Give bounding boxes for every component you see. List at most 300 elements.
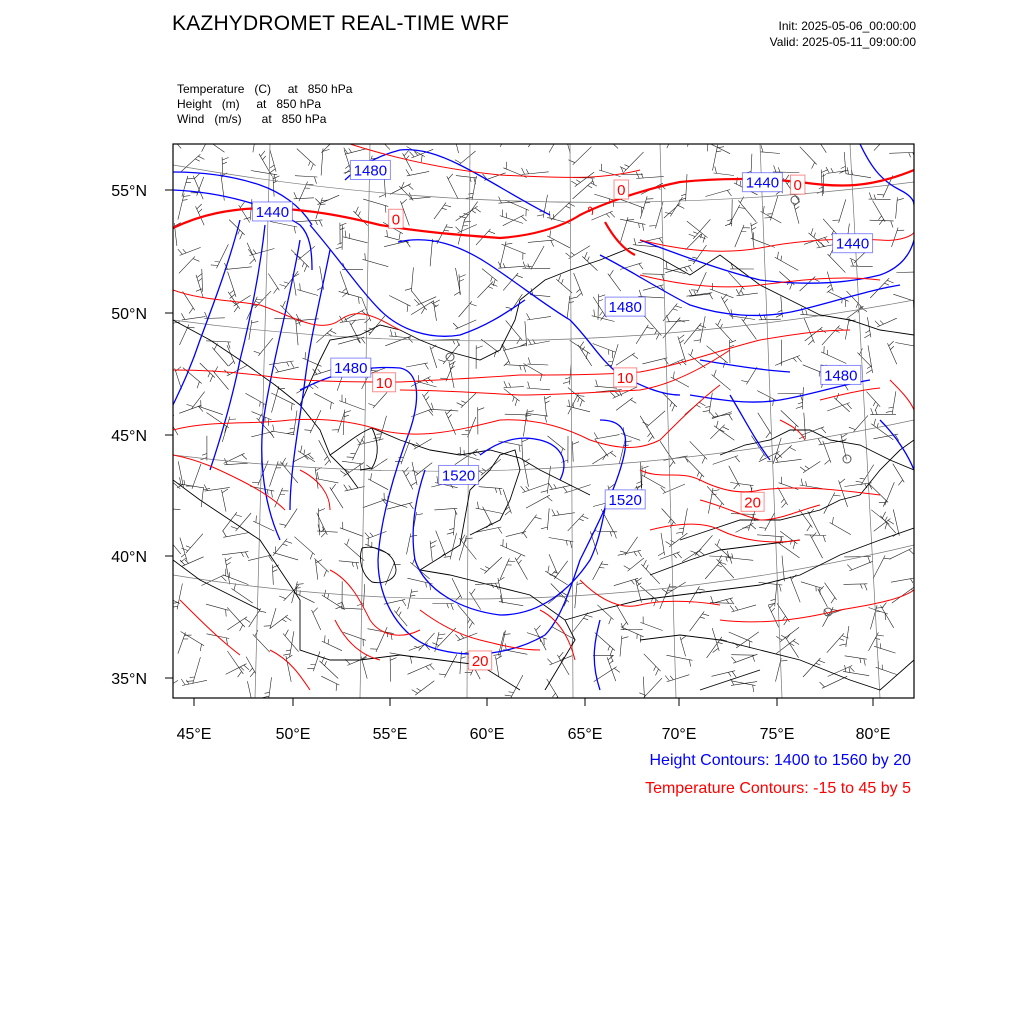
wind-barb (844, 483, 872, 490)
wind-barb (715, 539, 730, 557)
wind-barb (846, 167, 871, 177)
wind-barb (824, 493, 841, 514)
temperature-legend: Temperature Contours: -15 to 45 by 5 (645, 780, 911, 797)
wind-barb (879, 482, 894, 505)
wind-barb (545, 566, 567, 585)
wind-barb (432, 604, 453, 611)
wind-barb (343, 632, 366, 646)
wind-barb (247, 297, 263, 320)
wind-barb (202, 128, 220, 151)
wind-barb (363, 253, 389, 267)
wind-barb (830, 517, 851, 535)
wind-barb (253, 630, 270, 652)
wind-barb (343, 231, 367, 243)
wind-barb (161, 467, 180, 488)
wind-barb (596, 390, 622, 397)
wind-barb (373, 127, 390, 150)
wind-barb (603, 130, 618, 149)
wind-barb (638, 677, 645, 701)
wind-barb (563, 364, 571, 385)
temperature-contour-label: 0 (793, 177, 802, 195)
wind-barb (332, 412, 345, 432)
wind-barb (502, 244, 526, 260)
wind-barb (541, 508, 549, 530)
wind-barb (828, 666, 855, 677)
wind-barb (182, 176, 194, 197)
height-contour-label: 1520 (441, 467, 476, 485)
wind-barb (605, 344, 618, 368)
wind-barb (803, 658, 825, 677)
wind-barb (893, 294, 916, 308)
wind-barb (729, 340, 736, 363)
wind-barb (828, 250, 846, 273)
wind-barb (526, 495, 552, 508)
wind-barb (869, 632, 884, 651)
wind-barb (776, 639, 800, 654)
wind-barb (710, 596, 733, 603)
wind-barb (639, 678, 662, 698)
wind-barb (549, 561, 567, 579)
wind-barb (500, 558, 515, 579)
wind-barb (712, 414, 732, 421)
wind-barb (294, 537, 315, 560)
wind-barb (541, 466, 551, 494)
wind-barb (523, 262, 551, 269)
height-label-2 (742, 173, 782, 192)
wind-barb (330, 484, 343, 508)
wind-barb (881, 603, 894, 628)
city-markers (446, 196, 851, 616)
temperature-contour-label: 10 (616, 369, 634, 387)
wind-barb (411, 462, 418, 486)
wind-barb (759, 513, 774, 531)
wind-barb (593, 655, 614, 662)
wind-barb (155, 680, 178, 693)
wind-barb (866, 345, 873, 373)
wind-barb (187, 657, 201, 684)
wind-barb (414, 633, 434, 651)
wind-barb (874, 131, 897, 150)
wind-barb (405, 267, 414, 291)
wind-barb (204, 133, 224, 153)
wind-barb (478, 407, 485, 434)
wind-barb (157, 587, 180, 603)
wind-barb (682, 549, 704, 562)
wind-barb (620, 263, 643, 270)
wind-barb (710, 283, 734, 298)
wind-barb (298, 446, 315, 462)
wind-barb (341, 602, 363, 610)
wind-barb (801, 582, 823, 595)
wind-barb (549, 554, 557, 575)
wind-barb (476, 345, 483, 368)
lat-label-50: 50°N (111, 306, 147, 323)
wind-barb (893, 464, 904, 486)
wind-barb (434, 203, 451, 220)
wind-barb (407, 578, 432, 590)
wind-barb (593, 561, 609, 580)
wind-barb (594, 433, 620, 440)
wind-barb (339, 395, 365, 411)
wind-barb (839, 152, 846, 173)
temperature-label-6 (469, 651, 492, 670)
wind-barb (710, 425, 729, 439)
wind-barb (557, 652, 569, 675)
map-title: KAZHYDROMET REAL-TIME WRF (172, 12, 510, 35)
wind-barb (551, 201, 575, 220)
wind-barb (741, 367, 757, 385)
wind-barb (827, 403, 851, 411)
wind-barb (775, 252, 799, 271)
wind-barb (751, 232, 775, 247)
wind-barb (275, 488, 289, 507)
wind-barb (286, 655, 293, 682)
height-label-3 (833, 234, 873, 253)
wind-barb (886, 391, 896, 414)
wind-barb (573, 613, 593, 632)
wind-barb (522, 168, 549, 175)
wind-barb (363, 499, 388, 507)
wind-barb (500, 241, 512, 267)
wind-barb (549, 132, 566, 153)
wind-barb (353, 207, 367, 226)
wind-barb (773, 165, 800, 172)
wind-barb (408, 589, 418, 609)
wind-barb (479, 487, 503, 495)
wind-barb (459, 301, 477, 317)
height-label-0 (350, 160, 390, 179)
wind-barb (528, 240, 554, 247)
wind-barb (181, 679, 207, 686)
wind-barb (522, 439, 529, 461)
wind-barb (658, 533, 665, 556)
wind-barb (206, 604, 228, 616)
wind-barb (432, 628, 455, 648)
wind-barb (568, 388, 585, 407)
wind-barb (687, 221, 708, 242)
wind-barb (196, 204, 205, 225)
wind-barb (690, 611, 710, 631)
lon-label-75: 75°E (759, 726, 795, 743)
wind-barb (482, 269, 498, 286)
wind-barb (662, 509, 676, 528)
wind-barb (893, 510, 900, 537)
wind-barb (302, 352, 321, 366)
wind-barb (312, 608, 321, 630)
wind-barb (430, 345, 437, 368)
wind-barb (336, 581, 343, 609)
wind-barb (459, 202, 478, 221)
wind-barb (661, 484, 685, 493)
wind-barb (714, 167, 735, 176)
wind-barb (344, 485, 365, 492)
wind-barb (703, 393, 713, 414)
lon-label-50: 50°E (275, 726, 311, 743)
wind-barb (178, 193, 191, 219)
wind-barb (621, 427, 640, 440)
wind-barb (433, 300, 440, 321)
wind-barb (459, 274, 466, 294)
wind-barb (457, 393, 476, 408)
wind-barb (547, 679, 560, 702)
wind-barb (705, 190, 731, 197)
wind-barb (456, 176, 477, 185)
wind-barb (821, 346, 846, 363)
wind-barb (667, 130, 682, 149)
wind-barb (620, 219, 645, 231)
wind-barb (729, 466, 740, 489)
wind-barb (738, 197, 756, 222)
wind-barb (345, 310, 368, 321)
wind-barb (764, 196, 778, 220)
wind-barb (751, 223, 758, 250)
wind-barb (449, 361, 456, 388)
city-marker (446, 353, 454, 361)
wind-barb (823, 441, 831, 465)
wind-barb (705, 560, 726, 579)
wind-barb (757, 391, 776, 406)
wind-barb (506, 365, 527, 373)
wind-barb (477, 459, 501, 475)
wind-barb (567, 296, 576, 319)
wind-barb (430, 541, 437, 562)
wind-barb (892, 228, 905, 247)
wind-barb (365, 531, 387, 539)
wind-barb (778, 487, 788, 508)
wind-barb (527, 358, 548, 366)
wind-barb (896, 197, 904, 218)
wind-barb (712, 370, 731, 391)
wind-barb (713, 456, 740, 465)
wind-barb (279, 509, 297, 528)
wind-barb (827, 633, 849, 652)
wind-barb (504, 381, 524, 388)
wind-barb (649, 202, 663, 229)
height-contours (173, 144, 914, 690)
wind-barb (690, 441, 707, 463)
wind-barb (688, 349, 705, 368)
wind-barb (896, 272, 918, 279)
wind-barb (412, 463, 432, 476)
wind-barb (368, 473, 388, 489)
wind-barb (635, 462, 642, 489)
wind-barb (206, 341, 231, 349)
lat-label-55: 55°N (111, 183, 147, 200)
wind-barb (620, 636, 628, 657)
wind-barb (179, 256, 200, 273)
wind-barb (736, 289, 758, 296)
wind-barb (768, 603, 778, 627)
wind-barb (839, 479, 848, 507)
wind-barb (200, 436, 207, 461)
wind-barb (721, 294, 733, 319)
wind-barb (867, 392, 881, 411)
wind-barb (271, 425, 294, 435)
wind-barb (528, 338, 550, 345)
height-contour-label: 1440 (255, 203, 290, 221)
temperature-label-3 (373, 373, 396, 392)
wind-barb (666, 315, 689, 322)
temperature-label-5 (741, 492, 764, 511)
wind-barb (621, 623, 643, 630)
wind-barb (520, 321, 527, 346)
wind-barb (322, 635, 342, 650)
wind-barb (869, 608, 888, 621)
wind-barb (793, 202, 800, 224)
wind-barb (712, 671, 737, 678)
wind-barb (875, 318, 897, 327)
variable-temperature: Temperature (C) at 850 hPa (177, 82, 353, 96)
wind-barb (272, 386, 286, 412)
wind-barb (781, 410, 799, 431)
wind-barb (889, 152, 916, 159)
wind-barb (814, 131, 826, 153)
wind-barb (640, 617, 662, 631)
wind-barb (262, 677, 271, 699)
wind-barb (314, 393, 334, 409)
wind-barb (679, 174, 687, 201)
wind-barb (247, 681, 253, 709)
wind-barb (800, 147, 817, 169)
wind-barb (847, 561, 873, 571)
lon-label-55: 55°E (372, 726, 408, 743)
wind-barb (822, 325, 844, 345)
wind-barb (270, 149, 276, 173)
variable-wind: Wind (m/s) at 850 hPa (177, 112, 327, 126)
longitude-labels (177, 726, 891, 743)
wind-barb (293, 274, 300, 296)
height-contour-label: 1480 (608, 299, 642, 317)
wind-barb (725, 199, 732, 226)
wind-barb (272, 565, 279, 585)
wind-barb (810, 532, 822, 558)
wind-barb (178, 632, 192, 653)
contour-labels (252, 160, 872, 669)
wind-barb (254, 338, 273, 356)
wind-barb (776, 445, 796, 459)
wind-barb (295, 220, 323, 227)
latitude-labels (111, 183, 147, 688)
wind-barb (680, 636, 686, 657)
wind-barb (620, 199, 644, 214)
wind-barb (707, 126, 716, 151)
height-contour-label: 1520 (608, 491, 642, 509)
wind-barb (760, 145, 780, 153)
lat-label-45: 45°N (111, 428, 147, 445)
wind-barb (297, 283, 318, 295)
temperature-label-1 (614, 180, 629, 199)
height-label-1 (252, 202, 292, 221)
wind-barb (524, 364, 545, 382)
height-label-7 (439, 465, 479, 484)
wind-barb (231, 295, 251, 306)
wind-barb (665, 675, 689, 682)
wind-barb (394, 607, 407, 626)
wind-barb (406, 363, 428, 370)
wind-barb (527, 313, 552, 320)
wind-barb (636, 172, 664, 179)
wind-barb (478, 282, 498, 298)
wind-barb (321, 676, 339, 691)
city-marker (843, 455, 851, 463)
wind-barb (620, 537, 638, 556)
wind-barb (617, 605, 629, 628)
wind-barb (399, 182, 413, 200)
wind-barb (643, 315, 661, 340)
wind-barb (222, 417, 236, 442)
wind-barb (340, 316, 366, 323)
wind-barb (825, 583, 837, 604)
wind-barb (730, 483, 753, 493)
wind-barb (500, 539, 525, 556)
height-label-4 (605, 297, 645, 316)
wind-barb (193, 174, 203, 200)
wind-barb (321, 148, 329, 175)
wind-barb (455, 151, 476, 165)
wind-barb (253, 130, 263, 153)
valid-time: Valid: 2025-05-11_09:00:00 (769, 35, 916, 49)
wind-barb (568, 393, 585, 414)
wind-barb (434, 508, 457, 515)
wind-barb (850, 260, 872, 267)
temperature-contour-label: 0 (391, 211, 401, 229)
wind-barb (802, 427, 826, 435)
wind-barb (547, 656, 572, 665)
height-contour-label: 1440 (745, 174, 780, 192)
wind-barb (608, 270, 621, 291)
wind-barb (506, 532, 527, 539)
wind-barb (624, 558, 644, 571)
wind-barb (847, 306, 867, 319)
wind-barb (410, 558, 429, 579)
wind-barb (456, 206, 481, 220)
wind-barb (224, 263, 251, 270)
wind-barb (845, 656, 867, 666)
init-time: Init: 2025-05-06_00:00:00 (778, 19, 916, 33)
wind-barb (804, 318, 814, 345)
wind-barb (775, 340, 782, 366)
wind-barb (644, 654, 661, 676)
wind-barb (642, 358, 668, 365)
wind-barb (522, 515, 542, 535)
wind-barb (408, 664, 435, 675)
wind-barb (411, 301, 437, 315)
wind-barb (180, 557, 204, 566)
wind-barb (880, 512, 896, 533)
wind-barb (453, 320, 476, 329)
wind-barb (717, 555, 734, 578)
temperature-label-0 (389, 209, 404, 228)
wind-barb (381, 493, 407, 508)
wind-barb (796, 387, 804, 409)
wind-barb (368, 392, 387, 408)
wind-barb (678, 335, 686, 363)
wind-barb (676, 508, 687, 535)
wind-barb (227, 651, 243, 677)
wind-barb (280, 271, 299, 289)
wind-barb (246, 657, 256, 677)
wind-barb (568, 514, 589, 531)
wind-barb (294, 192, 314, 199)
wind-barb (873, 556, 891, 579)
wind-barb (869, 193, 891, 200)
wind-barb (856, 465, 874, 486)
wind-barb (843, 665, 869, 676)
wind-barb (227, 607, 245, 631)
wind-barb (476, 502, 503, 514)
wind-barb (227, 617, 250, 630)
wind-barb (436, 531, 446, 559)
